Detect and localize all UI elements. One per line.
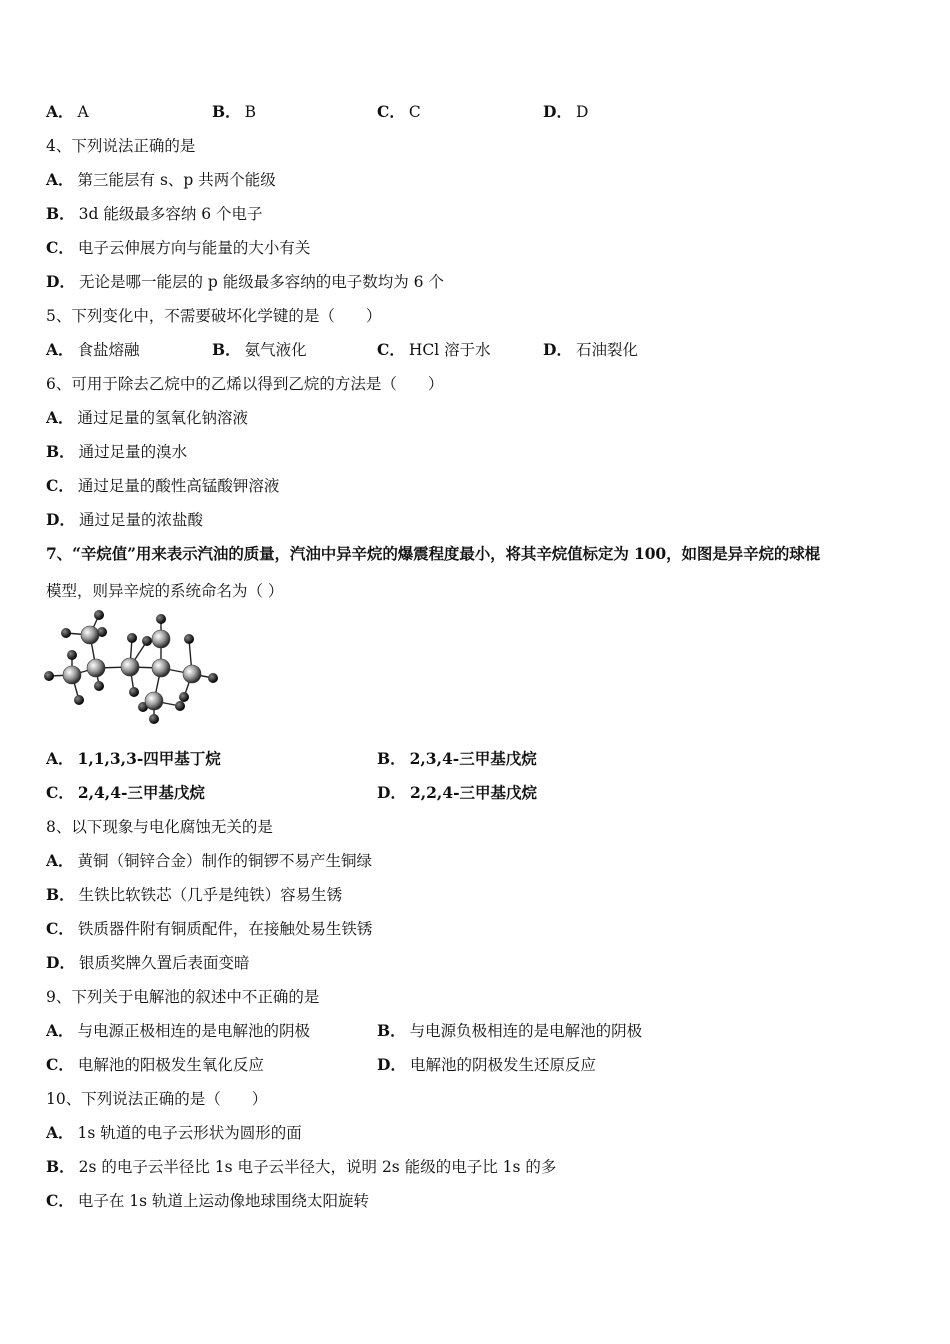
q5-option-b[interactable]: B． 氨气液化 [212, 340, 307, 359]
q6-option-c[interactable]: C． 通过足量的酸性高锰酸钾溶液 [46, 476, 280, 495]
q4-option-b[interactable]: B． 3d 能级最多容纳 6 个电子 [46, 204, 263, 223]
q7-option-c[interactable]: C． 2,4,4-三甲基戊烷 [46, 783, 205, 802]
q5-option-d[interactable]: D． 石油裂化 [543, 340, 638, 359]
q9-option-b[interactable]: B． 与电源负极相连的是电解池的阴极 [377, 1021, 643, 1040]
q4-stem: 4、下列说法正确的是 [46, 137, 196, 155]
q7-option-a[interactable]: A． 1,1,3,3-四甲基丁烷 [46, 749, 221, 768]
q5-option-a[interactable]: A． 食盐熔融 [46, 340, 140, 359]
q6-option-a[interactable]: A． 通过足量的氢氧化钠溶液 [46, 408, 249, 427]
q9-option-a[interactable]: A． 与电源正极相连的是电解池的阴极 [46, 1021, 311, 1040]
q5-stem: 5、下列变化中，不需要破坏化学键的是（ ） [46, 307, 382, 325]
q9-option-d[interactable]: D． 电解池的阴极发生还原反应 [377, 1055, 596, 1074]
q9-option-c[interactable]: C． 电解池的阳极发生氧化反应 [46, 1055, 264, 1074]
q9-stem: 9、下列关于电解池的叙述中不正确的是 [46, 988, 320, 1006]
q3-option-d[interactable]: D． D [543, 102, 589, 121]
q7-option-d[interactable]: D． 2,2,4-三甲基戊烷 [377, 783, 538, 802]
q10-option-a[interactable]: A． 1s 轨道的电子云形状为圆形的面 [46, 1123, 302, 1142]
q6-stem: 6、可用于除去乙烷中的乙烯以得到乙烷的方法是（ ） [46, 375, 444, 393]
q8-option-d[interactable]: D． 银质奖牌久置后表面变暗 [46, 953, 250, 972]
q8-stem: 8、以下现象与电化腐蚀无关的是 [46, 818, 273, 836]
q7-option-b[interactable]: B． 2,3,4-三甲基戊烷 [377, 749, 537, 768]
q4-option-d[interactable]: D． 无论是哪一能层的 p 能级最多容纳的电子数均为 6 个 [46, 272, 444, 291]
q3-option-b[interactable]: B． B [212, 102, 256, 121]
q8-option-c[interactable]: C． 铁质器件附有铜质配件，在接触处易生铁锈 [46, 919, 373, 938]
q8-option-b[interactable]: B． 生铁比软铁芯（几乎是纯铁）容易生锈 [46, 885, 343, 904]
q6-option-d[interactable]: D． 通过足量的浓盐酸 [46, 510, 203, 529]
q4-option-c[interactable]: C． 电子云伸展方向与能量的大小有关 [46, 238, 311, 257]
q3-option-a[interactable]: A． A [46, 102, 89, 121]
q4-option-a[interactable]: A． 第三能层有 s、p 共两个能级 [46, 170, 276, 189]
q5-option-c[interactable]: C． HCl 溶于水 [377, 340, 491, 359]
q7-stem-line1: 7、“辛烷值”用来表示汽油的质量，汽油中异辛烷的爆震程度最小，将其辛烷值标定为 100，如图是异辛烷的球棍 [46, 544, 821, 563]
isooctane-ball-stick-model [44, 608, 224, 728]
q8-option-a[interactable]: A． 黄铜（铜锌合金）制作的铜锣不易产生铜绿 [46, 851, 373, 870]
q3-option-c[interactable]: C． C [377, 102, 421, 121]
q10-stem: 10、下列说法正确的是（ ） [46, 1090, 268, 1108]
q7-stem-line2: 模型，则异辛烷的系统命名为（ ） [46, 582, 284, 600]
q10-option-b[interactable]: B． 2s 的电子云半径比 1s 电子云半径大，说明 2s 能级的电子比 1s 的多 [46, 1157, 557, 1176]
q10-option-c[interactable]: C． 电子在 1s 轨道上运动像地球围绕太阳旋转 [46, 1191, 370, 1210]
q6-option-b[interactable]: B． 通过足量的溴水 [46, 442, 188, 461]
